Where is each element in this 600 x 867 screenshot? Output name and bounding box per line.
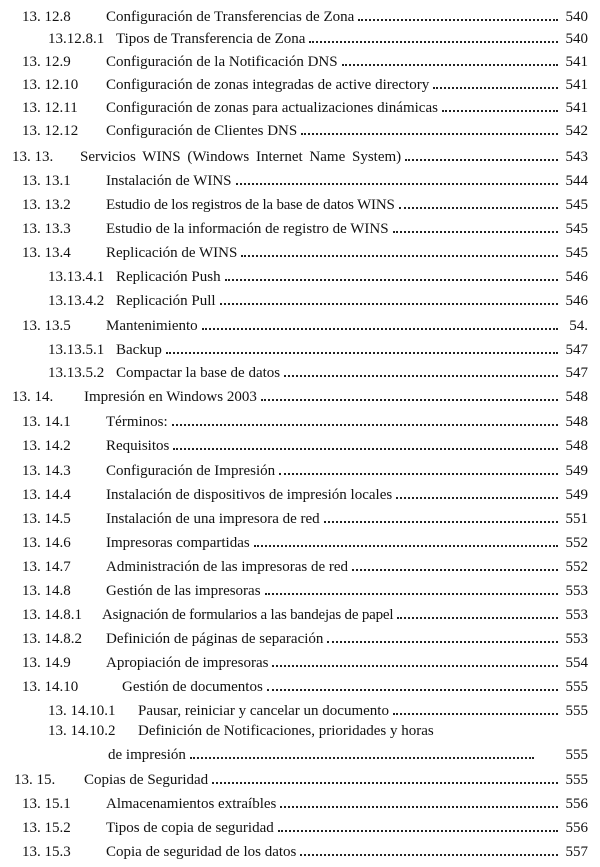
toc-entry	[0, 337, 588, 359]
entry-page: 542	[565, 123, 588, 139]
entry-title: Configuración de Clientes DNS	[106, 123, 298, 139]
toc-entry	[0, 626, 588, 648]
entry-page: 540	[565, 31, 588, 47]
dot-leader	[261, 399, 558, 401]
entry-number: 13. 15.3	[22, 844, 71, 860]
toc-entry	[0, 602, 588, 624]
entry-number: 13. 14.6	[22, 535, 71, 551]
dot-leader	[301, 133, 558, 135]
toc-entry	[0, 698, 588, 720]
entry-page: 543	[565, 149, 588, 165]
entry-title: Asignación de formularios a las bandejas de papel	[102, 607, 394, 623]
entry-page: 554	[565, 655, 588, 671]
toc-entry	[0, 144, 588, 166]
entry-title: Administración de las impresoras de red	[106, 559, 349, 575]
entry-title: Impresoras compartidas	[106, 535, 250, 551]
toc-entry	[0, 118, 588, 140]
toc-entry	[0, 815, 588, 837]
entry-number: 13. 15.2	[22, 820, 71, 836]
entry-number: 13. 13.	[12, 149, 54, 165]
entry-number: 13. 14.2	[22, 438, 71, 454]
entry-number: 13. 12.10	[22, 77, 79, 93]
entry-number: 13. 14.7	[22, 559, 71, 575]
entry-number: 13. 14.1	[22, 414, 71, 430]
toc-entry	[0, 49, 588, 71]
toc-entry	[0, 578, 588, 600]
toc-entry	[0, 216, 588, 238]
dot-leader	[393, 713, 558, 715]
toc-entry	[0, 720, 588, 740]
entry-page: 541	[565, 77, 588, 93]
entry-number: 13.12.8.1	[48, 31, 105, 47]
entry-title: Configuración de Transferencias de Zona	[106, 9, 355, 25]
toc-entry	[0, 240, 588, 262]
entry-page: 546	[565, 269, 588, 285]
dot-leader	[172, 424, 558, 426]
toc-entry	[0, 554, 588, 576]
entry-page: 540	[565, 9, 588, 25]
toc-entry	[0, 360, 588, 382]
entry-page: 555	[565, 747, 588, 763]
dot-leader	[212, 782, 558, 784]
entry-title: Servicios WINS (Windows Internet Name System)	[80, 149, 402, 165]
entry-number: 13. 14.8	[22, 583, 71, 599]
entry-title: Gestión de las impresoras	[106, 583, 261, 599]
toc-entry	[0, 95, 588, 117]
toc-entry	[0, 674, 588, 696]
toc-entry	[0, 168, 588, 190]
entry-title: Replicación de WINS	[106, 245, 238, 261]
entry-page: 556	[565, 820, 588, 836]
toc-entry-continuation	[0, 742, 588, 764]
dot-leader	[324, 521, 558, 523]
entry-title: Instalación de una impresora de red	[106, 511, 320, 527]
entry-title: Almacenamientos extraíbles	[106, 796, 277, 812]
entry-title: Configuración de Impresión	[106, 463, 276, 479]
entry-page: 541	[565, 54, 588, 70]
entry-title: Instalación de dispositivos de impresión locales	[106, 487, 393, 503]
entry-page: 545	[565, 221, 588, 237]
entry-number: 13. 14.10.1	[48, 703, 116, 719]
toc-entry	[0, 433, 588, 455]
dot-leader	[265, 593, 558, 595]
entry-number: 13.13.5.2	[48, 365, 105, 381]
toc-entry	[0, 288, 588, 310]
entry-title-continued: de impresión	[108, 747, 186, 763]
entry-number: 13. 14.	[12, 389, 54, 405]
entry-number: 13. 12.9	[22, 54, 71, 70]
toc-entry	[0, 192, 588, 214]
dot-leader	[396, 497, 558, 499]
dot-leader	[173, 448, 558, 450]
entry-number: 13. 13.4	[22, 245, 71, 261]
entry-number: 13.13.4.2	[48, 293, 105, 309]
dot-leader	[358, 19, 558, 21]
entry-number: 13. 13.1	[22, 173, 71, 189]
entry-page: 552	[565, 559, 588, 575]
entry-title: Replicación Pull	[116, 293, 216, 309]
dot-leader	[405, 159, 558, 161]
dot-leader	[272, 665, 558, 667]
entry-title: Definición de páginas de separación	[106, 631, 324, 647]
dot-leader	[433, 87, 558, 89]
entry-title: Configuración de la Notificación DNS	[106, 54, 338, 70]
entry-number: 13. 15.1	[22, 796, 71, 812]
entry-number: 13. 14.9	[22, 655, 71, 671]
dot-leader	[220, 303, 558, 305]
entry-title: Copias de Seguridad	[84, 772, 209, 788]
toc-entry	[0, 650, 588, 672]
entry-page: 556	[565, 796, 588, 812]
entry-title: Impresión en Windows 2003	[84, 389, 257, 405]
entry-number: 13. 12.8	[22, 9, 71, 25]
dot-leader	[280, 806, 558, 808]
entry-page: 549	[565, 463, 588, 479]
dot-leader	[309, 41, 558, 43]
entry-page: 553	[565, 631, 588, 647]
entry-number: 13.13.4.1	[48, 269, 105, 285]
entry-title: Definición de Notificaciones, prioridades y horas	[138, 723, 434, 739]
entry-page: 548	[565, 438, 588, 454]
dot-leader	[397, 617, 558, 619]
entry-number: 13. 13.2	[22, 197, 71, 213]
entry-title: Configuración de zonas para actualizaciones dinámicas	[106, 100, 438, 116]
toc-entry	[0, 26, 588, 48]
entry-page: 544	[565, 173, 588, 189]
toc-entry	[0, 72, 588, 94]
entry-number: 13. 14.8.2	[22, 631, 82, 647]
entry-title: Requisitos	[106, 438, 170, 454]
dot-leader	[278, 830, 558, 832]
entry-title: Replicación Push	[116, 269, 221, 285]
dot-leader	[393, 231, 558, 233]
entry-page: 541	[565, 100, 588, 116]
entry-title: Compactar la base de datos	[116, 365, 281, 381]
toc-entry	[0, 530, 588, 552]
entry-title: Pausar, reiniciar y cancelar un documento	[138, 703, 389, 719]
toc-entry	[0, 482, 588, 504]
entry-page: 555	[565, 679, 588, 695]
toc-entry	[0, 409, 588, 431]
dot-leader	[267, 689, 558, 691]
entry-page: 557	[565, 844, 588, 860]
dot-leader	[254, 545, 558, 547]
entry-number: 13.13.5.1	[48, 342, 105, 358]
entry-page: 546	[565, 293, 588, 309]
entry-title: Estudio de la información de registro de WINS	[106, 221, 389, 237]
entry-page: 545	[565, 197, 588, 213]
entry-title: Instalación de WINS	[106, 173, 232, 189]
dot-leader	[166, 352, 558, 354]
entry-page: 547	[565, 365, 588, 381]
entry-title: Configuración de zonas integradas de active directory	[106, 77, 430, 93]
entry-number: 13. 14.3	[22, 463, 71, 479]
toc-entry	[0, 384, 588, 406]
entry-title: Mantenimiento	[106, 318, 198, 334]
entry-number: 13. 14.10.2	[48, 723, 116, 739]
dot-leader	[342, 64, 558, 66]
entry-number: 13. 14.8.1	[22, 607, 82, 623]
entry-page: 548	[565, 389, 588, 405]
dot-leader	[399, 207, 558, 209]
entry-page: 555	[565, 703, 588, 719]
dot-leader	[236, 183, 558, 185]
dot-leader	[284, 375, 558, 377]
entry-page: 545	[565, 245, 588, 261]
entry-title: Copia de seguridad de los datos	[106, 844, 297, 860]
entry-title: Estudio de los registros de la base de datos WINS	[106, 197, 395, 213]
dot-leader	[241, 255, 558, 257]
dot-leader	[442, 110, 558, 112]
toc-entry	[0, 839, 588, 861]
entry-page: 547	[565, 342, 588, 358]
entry-title: Apropiación de impresoras	[106, 655, 269, 671]
entry-number: 13. 14.10	[22, 679, 79, 695]
dot-leader	[327, 641, 558, 643]
dot-leader	[300, 854, 558, 856]
dot-leader	[352, 569, 558, 571]
entry-page: 555	[565, 772, 588, 788]
entry-title: Gestión de documentos	[122, 679, 263, 695]
toc-entry	[0, 264, 588, 286]
entry-page: 549	[565, 487, 588, 503]
toc-entry	[0, 458, 588, 480]
entry-number: 13. 12.11	[22, 100, 78, 116]
entry-title: Tipos de copia de seguridad	[106, 820, 274, 836]
toc-entry	[0, 767, 588, 789]
entry-number: 13. 14.5	[22, 511, 71, 527]
entry-number: 13. 15.	[14, 772, 56, 788]
dot-leader	[202, 328, 558, 330]
entry-title: Términos:	[106, 414, 168, 430]
entry-page: 553	[565, 583, 588, 599]
dot-leader	[279, 473, 558, 475]
toc-entry	[0, 4, 588, 26]
entry-page: 548	[565, 414, 588, 430]
entry-page: 551	[565, 511, 588, 527]
toc-entry	[0, 506, 588, 528]
entry-title: Backup	[116, 342, 162, 358]
entry-page: 553	[565, 607, 588, 623]
entry-number: 13. 13.3	[22, 221, 71, 237]
entry-number: 13. 12.12	[22, 123, 79, 139]
entry-page: 552	[565, 535, 588, 551]
dot-leader	[225, 279, 558, 281]
entry-page: 54.	[569, 318, 588, 334]
entry-number: 13. 14.4	[22, 487, 71, 503]
entry-title: Tipos de Transferencia de Zona	[116, 31, 306, 47]
toc-entry	[0, 313, 588, 335]
dot-leader	[190, 757, 534, 759]
toc-entry	[0, 791, 588, 813]
entry-number: 13. 13.5	[22, 318, 71, 334]
